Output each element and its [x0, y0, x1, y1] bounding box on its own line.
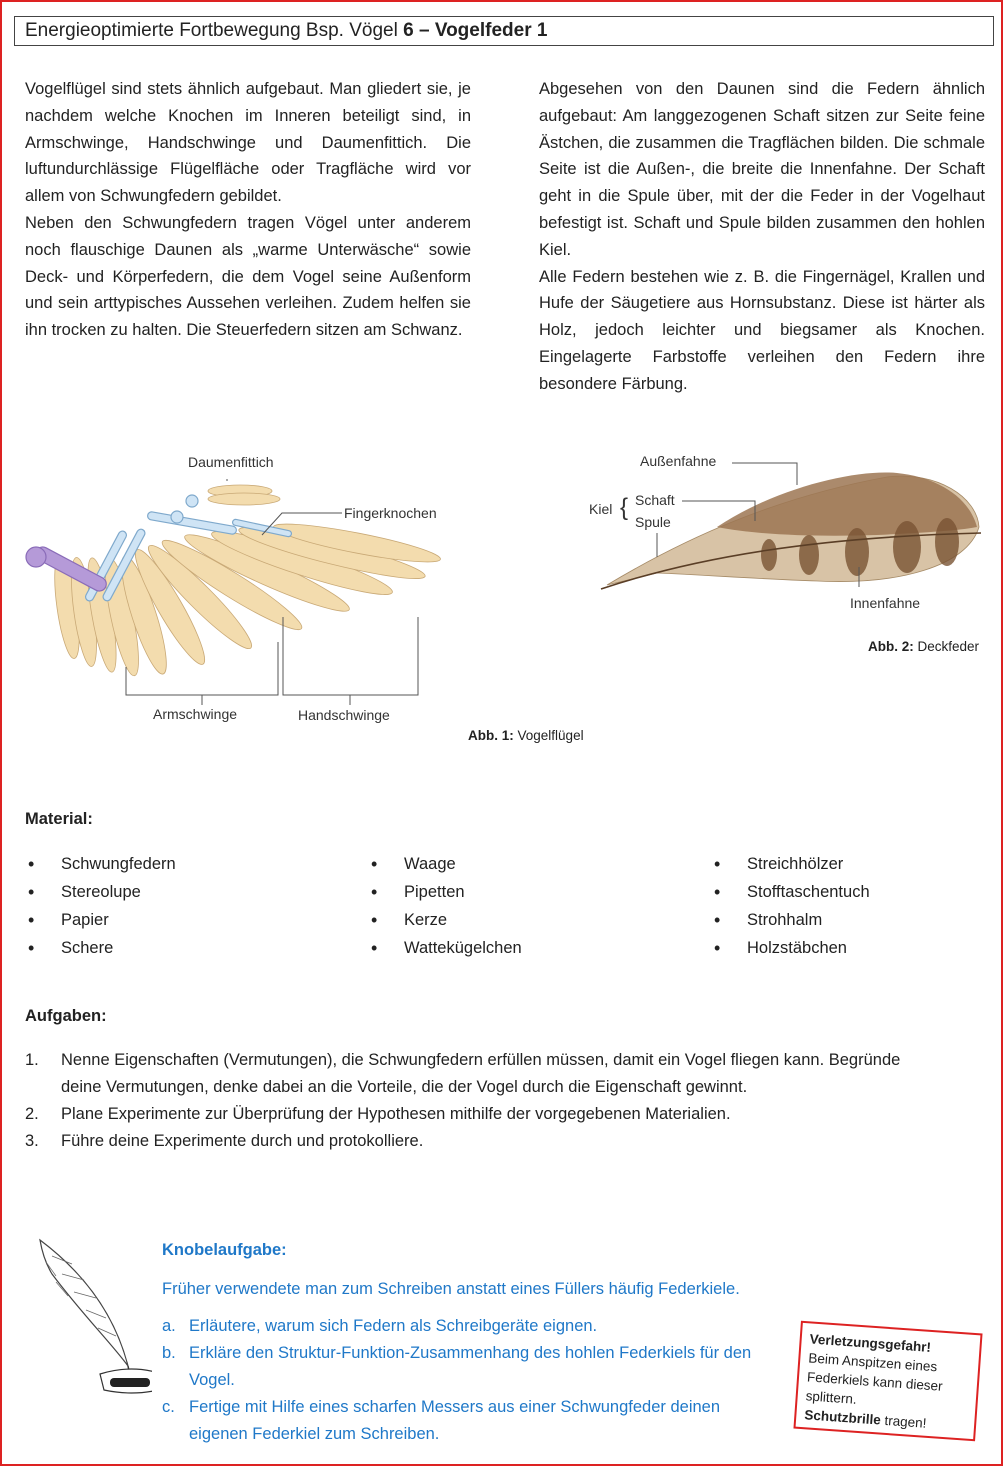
task-number: 3.	[25, 1132, 39, 1150]
list-item	[162, 1340, 779, 1394]
page-title	[14, 16, 994, 46]
task-text: Führe deine Experimente durch und protokolliere.	[61, 1132, 424, 1150]
list-item: • Stereolupe	[25, 878, 176, 906]
aufgaben-heading: Aufgaben:	[25, 1007, 107, 1025]
intro-paragraph: Neben den Schwungfedern tragen Vögel unter anderem noch flauschige Daunen als „warme Unterwäsche“ sowie Deck- und Körperfedern, die dem Vogel seine Außenform und sein arttypisches Aussehen verleihen. Zudem helfen sie ihn trocken zu halten. Die Steuerfedern sitzen am Schwanz.	[25, 213, 471, 340]
knobel-list	[162, 1313, 802, 1448]
warning-tail: tragen!	[884, 1412, 927, 1431]
figure1-caption	[468, 728, 584, 743]
intro-paragraph: Abgesehen von den Daunen sind die Federn ähnlich aufgebaut: Am langgezogenen Schaft sitzen zur Seite feine Ästchen, die zusammen die Tragflächen bilden. Die schmale Seite ist die Außen-, die breite die Innenfahne. Der Schaft geht in die Spule über, mit der die Feder in der Vogelhaut befestigt ist. Schaft und Spule bilden zusammen den hohlen Kiel.	[539, 80, 985, 259]
quill-pen-icon	[32, 1234, 152, 1394]
list-item: • Schere	[25, 934, 176, 962]
label-kiel: Kiel	[589, 501, 613, 517]
label-innenfahne: Innenfahne	[850, 595, 921, 611]
knobel-section	[162, 1237, 802, 1448]
intro-right-column	[539, 76, 985, 398]
knobel-text: Erläutere, warum sich Federn als Schreibgeräte eignen.	[189, 1317, 598, 1335]
figure1-caption-number: Abb. 1:	[468, 728, 514, 743]
task-text: Nenne Eigenschaften (Vermutungen), die Schwungfedern erfüllen müssen, damit ein Vogel fliegen kann. Begründe deine Vermutungen, denke dabei an die Vorteile, die der Vogel durch die Eigenschaft gewinnt.	[61, 1051, 901, 1096]
knobel-letter: c.	[162, 1398, 175, 1416]
list-item: • Wattekügelchen	[368, 934, 522, 962]
material-list-col2	[368, 850, 522, 962]
task-text: Plane Experimente zur Überprüfung der Hypothesen mithilfe der vorgegebenen Materialien.	[61, 1105, 731, 1123]
list-item: • Schwungfedern	[25, 850, 176, 878]
list-item: • Holzstäbchen	[711, 934, 870, 962]
list-item: • Streichhölzer	[711, 850, 870, 878]
warning-bold: Schutzbrille	[803, 1407, 882, 1428]
list-item: • Strohhalm	[711, 906, 870, 934]
knobel-title: Knobelaufgabe:	[162, 1241, 287, 1259]
figure1-caption-text: Vogelflügel	[517, 728, 584, 743]
label-spule: Spule	[635, 514, 671, 530]
material-list-col3	[711, 850, 870, 962]
intro-paragraph: Alle Federn bestehen wie z. B. die Fingernägel, Krallen und Hufe der Säugetiere aus Hornsubstanz. Diese ist härter als Holz, jedoch leichter und biegsamer als Knochen. Eingelagerte Farbstoffe verleihen den Federn ihre besondere Färbung.	[539, 267, 985, 393]
figure2-caption-number: Abb. 2:	[868, 639, 914, 654]
label-armschwinge: Armschwinge	[153, 706, 238, 722]
kiel-brace: {	[620, 494, 629, 521]
intro-paragraph: Vogelflügel sind stets ähnlich aufgebaut. Man gliedert sie, je nachdem welche Knochen im Inneren beteiligt sind, in Armschwinge, Handschwinge und Daumenfittich. Die luftundurchlässige Flügelfläche oder Tragfläche wird vor allem von Schwungfedern gebildet.	[25, 80, 471, 206]
label-daumenfittich: Daumenfittich	[188, 454, 274, 470]
title-bold: 6 – Vogelfeder 1	[403, 20, 548, 41]
intro-left-column	[25, 76, 471, 344]
material-list-col1	[25, 850, 176, 962]
label-handschwinge: Handschwinge	[298, 707, 390, 723]
list-item: • Waage	[368, 850, 522, 878]
task-list	[25, 1047, 925, 1155]
label-fingerknochen: Fingerknochen	[344, 505, 437, 521]
warning-title: Verletzungsgefahr!	[809, 1331, 932, 1355]
task-number: 2.	[25, 1105, 39, 1123]
material-heading: Material:	[25, 810, 93, 828]
knobel-text: Erkläre den Struktur-Funktion-Zusammenhang des hohlen Federkiels für den Vogel.	[189, 1344, 752, 1389]
knobel-letter: b.	[162, 1344, 176, 1362]
knobel-letter: a.	[162, 1317, 176, 1335]
figure2-caption	[868, 639, 979, 654]
knobel-intro: Früher verwendete man zum Schreiben anstatt eines Füllers häufig Federkiele.	[162, 1280, 740, 1298]
list-item: • Papier	[25, 906, 176, 934]
list-item	[25, 1047, 925, 1101]
list-item	[25, 1128, 925, 1155]
title-prefix: Energieoptimierte Fortbewegung Bsp. Vögel	[25, 20, 398, 41]
label-schaft: Schaft	[635, 492, 675, 508]
list-item: • Kerze	[368, 906, 522, 934]
warning-body: Beim Anspitzen eines Federkiels kann dieser splittern.	[805, 1350, 944, 1407]
list-item	[162, 1394, 779, 1448]
figure2-caption-text: Deckfeder	[917, 639, 980, 654]
warning-box	[793, 1321, 982, 1441]
list-item: • Pipetten	[368, 878, 522, 906]
task-number: 1.	[25, 1051, 39, 1069]
list-item	[25, 1101, 925, 1128]
label-aussenfahne: Außenfahne	[640, 453, 717, 469]
list-item	[162, 1313, 779, 1340]
list-item: • Stofftaschentuch	[711, 878, 870, 906]
knobel-text: Fertige mit Hilfe eines scharfen Messers aus einer Schwungfeder deinen eigenen Federkiel zum Schreiben.	[189, 1398, 721, 1443]
